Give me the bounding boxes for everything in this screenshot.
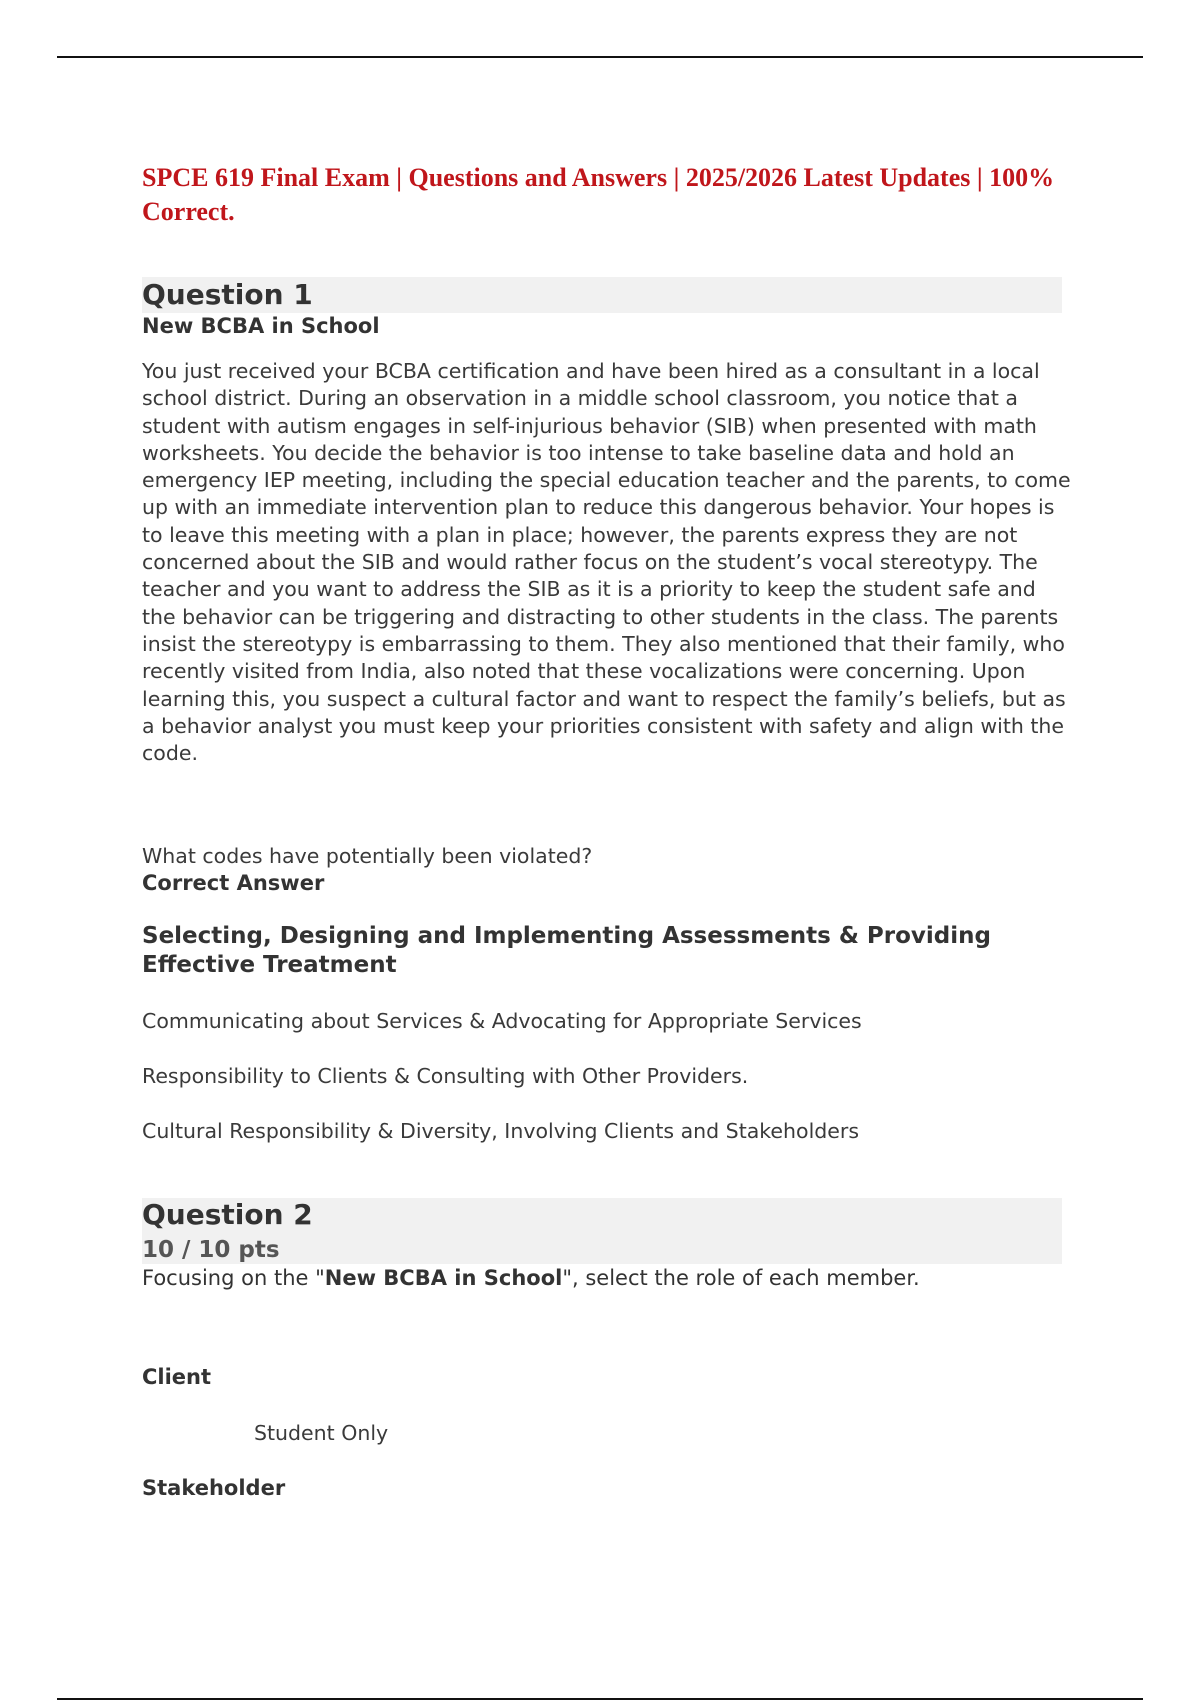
top-rule [57,56,1143,58]
prompt-text-after: ", select the role of each member. [562,1266,920,1290]
question-1-subtitle: New BCBA in School [142,314,380,338]
question-1-heading: Question 1 [142,278,313,311]
answer-item: Responsibility to Clients & Consulting with Other Providers. [142,1064,749,1088]
question-2-heading: Question 2 [142,1198,313,1231]
question-2-points: 10 / 10 pts [142,1237,280,1263]
question-1-scenario: You just received your BCBA certification and have been hired as a consultant in a local school district. During an observation in a middle school classroom, you notice that a student with autism engages in self-injurious behavior (SIB) when presented with math worksheets. You decide the behavior is too intense to take baseline data and hold an emergency IEP meeting, including the special education teacher and the parents, to come up with an immediate intervention plan to reduce this dangerous behavior. Your hopes is to leave this meeting with a plan in place; however, the parents express they are not concerned about the SIB and would rather focus on the student’s vocal stereotypy. The teacher and you want to address the SIB as it is a priority to keep the student safe and the behavior can be triggering and distracting to other students in the class. The parents insist the stereotypy is embarrassing to them. They also mentioned that their family, who recently visited from India, also noted that these vocalizations were concerning. Upon learning this, you suspect a cultural factor and want to respect the family’s beliefs, but as a behavior analyst you must keep your priorities consistent with safety and align with the code. [142,359,1071,766]
document-title: SPCE 619 Final Exam | Questions and Answers | 2025/2026 Latest Updates | 100% Correct. [142,163,1055,226]
answer-main: Selecting, Designing and Implementing Assessments & Providing Effective Treatment [142,923,991,978]
question-2-prompt [142,1266,920,1290]
role-label-client: Client [142,1365,212,1389]
prompt-text-before: Focusing on the " [142,1266,325,1290]
role-value-client: Student Only [254,1421,389,1445]
answer-item: Cultural Responsibility & Diversity, Involving Clients and Stakeholders [142,1119,860,1143]
prompt-scenario-name: New BCBA in School [324,1266,563,1290]
correct-answer-label: Correct Answer [142,871,325,895]
role-label-stakeholder: Stakeholder [142,1476,286,1500]
question-1-prompt: What codes have potentially been violated? [142,844,593,868]
answer-item: Communicating about Services & Advocating for Appropriate Services [142,1009,862,1033]
